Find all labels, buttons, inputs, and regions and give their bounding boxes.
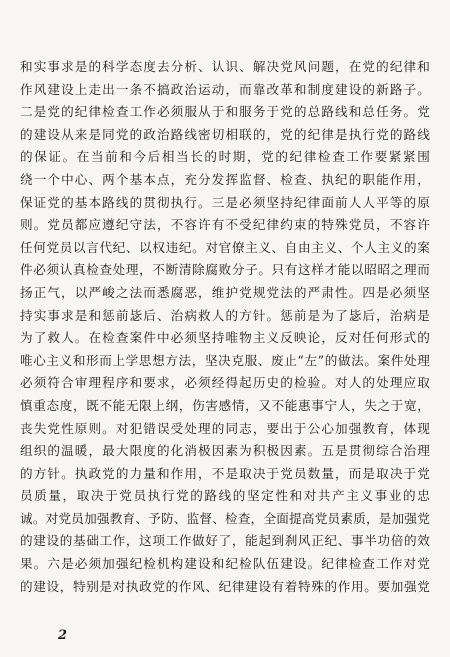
text-line: 的建设的基础工作，这项工作做好了，能起到刹风正纪、事半功倍的效 [20, 533, 430, 549]
body-text [20, 56, 430, 598]
text-line: 任何党员以言代纪、以权违纪。对官僚主义、自由主义、个人主义的案 [20, 239, 430, 255]
text-line: 件必须认真检查处理，不断清除腐败分子。只有这样才能以昭昭之理而 [20, 262, 430, 278]
text-line: 绕一个中心、两个基本点，充分发挥监督、检查、执纪的职能作用， [20, 171, 430, 187]
text-line: 唯心主义和形而上学思想方法，坚决克服、废止“左”的做法。案件处理 [20, 352, 430, 368]
text-line: 的建设从来是同党的政治路线密切相联的，党的纪律是执行党的路线 [20, 126, 430, 142]
text-line: 则。党员都应遵纪守法，不容许有不受纪律约束的特殊党员，不容许 [20, 217, 430, 233]
text-line: 的方针。执政党的力量和作用，不是取决于党员数量，而是取决于党 [20, 465, 430, 481]
text-line: 二是党的纪律检查工作必须服从于和服务于党的总路线和总任务。党 [20, 104, 430, 120]
text-line: 员质量，取决于党员执行党的路线的坚定性和对共产主义事业的忠 [20, 488, 430, 504]
text-line: 和实事求是的科学态度去分析、认识、解决党风问题，在党的纪律和 [20, 59, 430, 74]
text-line: 为了救人。在检查案件中必须坚持唯物主义反映论，反对任何形式的 [20, 330, 430, 346]
text-line: 的建设，特别是对执政党的作风、纪律建设有着特殊的作用。要加强党 [20, 578, 430, 594]
text-line: 作风建设上走出一条不搞政治运动，而靠改革和制度建设的新路子。 [20, 81, 430, 97]
text-line: 保证党的基本路线的贯彻执行。三是必须坚持纪律面前人人平等的原 [20, 194, 430, 210]
text-line: 的保证。在当前和今后相当长的时期，党的纪律检查工作要紧紧围 [20, 149, 430, 165]
text-line: 诚。对党员加强教育、予防、监督、检查，全面提高党员素质，是加强党 [20, 510, 430, 526]
text-line: 持实事求是和惩前毖后、治病救人的方针。惩前是为了毖后，治病是 [20, 307, 430, 323]
text-line: 果。六是必须加强纪检机构建设和纪检队伍建设。纪律检查工作对党 [20, 556, 430, 572]
text-line: 丧失党性原则。对犯错误受处理的同志，要出于公心加强教育，体现 [20, 420, 430, 436]
text-line: 扬正气，以严峻之法而悉腐恶，维护党规党法的严肃性。四是必须坚 [20, 284, 430, 300]
text-line: 组织的温暖，最大限度的化消极因素为积极因素。五是贯彻综合治理 [20, 443, 430, 459]
page-number: 2 [58, 628, 68, 643]
text-line: 必须符合审理程序和要求，必须经得起历史的检验。对人的处理应取 [20, 375, 430, 391]
text-line: 慎重态度，既不能无限上纲，伤害感情，又不能惠事宁人，失之于宽， [20, 397, 430, 413]
